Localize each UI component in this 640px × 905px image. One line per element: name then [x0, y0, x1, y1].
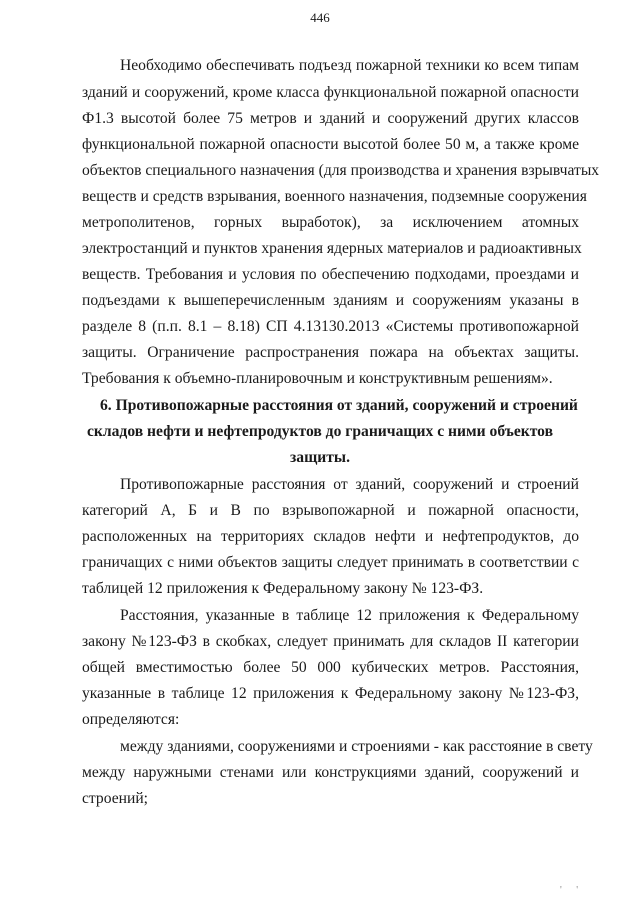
- paragraph-line: функциональной пожарной опасности высотой более 50 м, а также кроме: [82, 136, 579, 153]
- paragraph-line: объектов специального назначения (для производства и хранения взрывчатых: [82, 162, 600, 179]
- paragraph-line: общей вместимостью более 50 000 кубических метров. Расстояния,: [82, 659, 579, 676]
- paragraph-line: указанные в таблице 12 приложения к Федеральному закону №123-ФЗ,: [82, 685, 579, 702]
- paragraph-line: электростанций и пунктов хранения ядерных материалов и радиоактивных: [82, 240, 582, 257]
- section-heading: складов нефти и нефтепродуктов до граничащих с ними объектов: [86, 423, 554, 440]
- paragraph-line: защиты. Ограничение распространения пожара на объектах защиты.: [82, 344, 579, 361]
- paragraph-line: закону №123-ФЗ в скобках, следует принимать для складов II категории: [82, 633, 579, 650]
- paragraph-line: строений;: [82, 790, 148, 807]
- paragraph-line: разделе 8 (п.п. 8.1 – 8.18) СП 4.13130.2013 «Системы противопожарной: [82, 318, 579, 335]
- paragraph-line: категорий А, Б и В по взрывопожарной и пожарной опасности,: [82, 502, 579, 519]
- paragraph-line: Необходимо обеспечивать подъезд пожарной техники ко всем типам: [120, 57, 579, 74]
- page-number: 446: [310, 10, 330, 25]
- section-heading: 6. Противопожарные расстояния от зданий, сооружений и строений: [100, 397, 578, 414]
- paragraph-line: расположенных на территориях складов нефти и нефтепродуктов, до: [82, 528, 579, 545]
- scan-edge-marks: ' ': [560, 885, 585, 896]
- paragraph-line: Требования к объемно-планировочным и конструктивным решениям».: [82, 370, 553, 387]
- paragraph-line: Расстояния, указанные в таблице 12 приложения к Федеральному: [120, 607, 579, 624]
- paragraph-line: Противопожарные расстояния от зданий, сооружений и строений: [120, 476, 579, 493]
- paragraph-line: таблицей 12 приложения к Федеральному закону № 123-ФЗ.: [82, 580, 484, 597]
- paragraph-line: веществ. Требования и условия по обеспечению подходами, проездами и: [82, 266, 579, 283]
- paragraph-line: между зданиями, сооружениями и строениями - как расстояние в свету: [120, 738, 593, 755]
- paragraph-line: Ф1.3 высотой более 75 метров и зданий и сооружений других классов: [82, 110, 579, 127]
- section-heading: защиты.: [290, 449, 350, 466]
- paragraph-line: граничащих с ними объектов защиты следует принимать в соответствии с: [82, 554, 579, 571]
- paragraph-line: метрополитенов, горных выработок), за исключением атомных: [82, 214, 579, 231]
- paragraph-line: подъездами к вышеперечисленным зданиям и сооружениям указаны в: [82, 292, 579, 309]
- paragraph-line: между наружными стенами или конструкциями зданий, сооружений и: [82, 764, 579, 781]
- paragraph-line: определяются:: [82, 711, 180, 728]
- paragraph-line: зданий и сооружений, кроме класса функциональной пожарной опасности: [82, 84, 579, 101]
- paragraph-line: веществ и средств взрывания, военного назначения, подземные сооружения: [82, 188, 587, 205]
